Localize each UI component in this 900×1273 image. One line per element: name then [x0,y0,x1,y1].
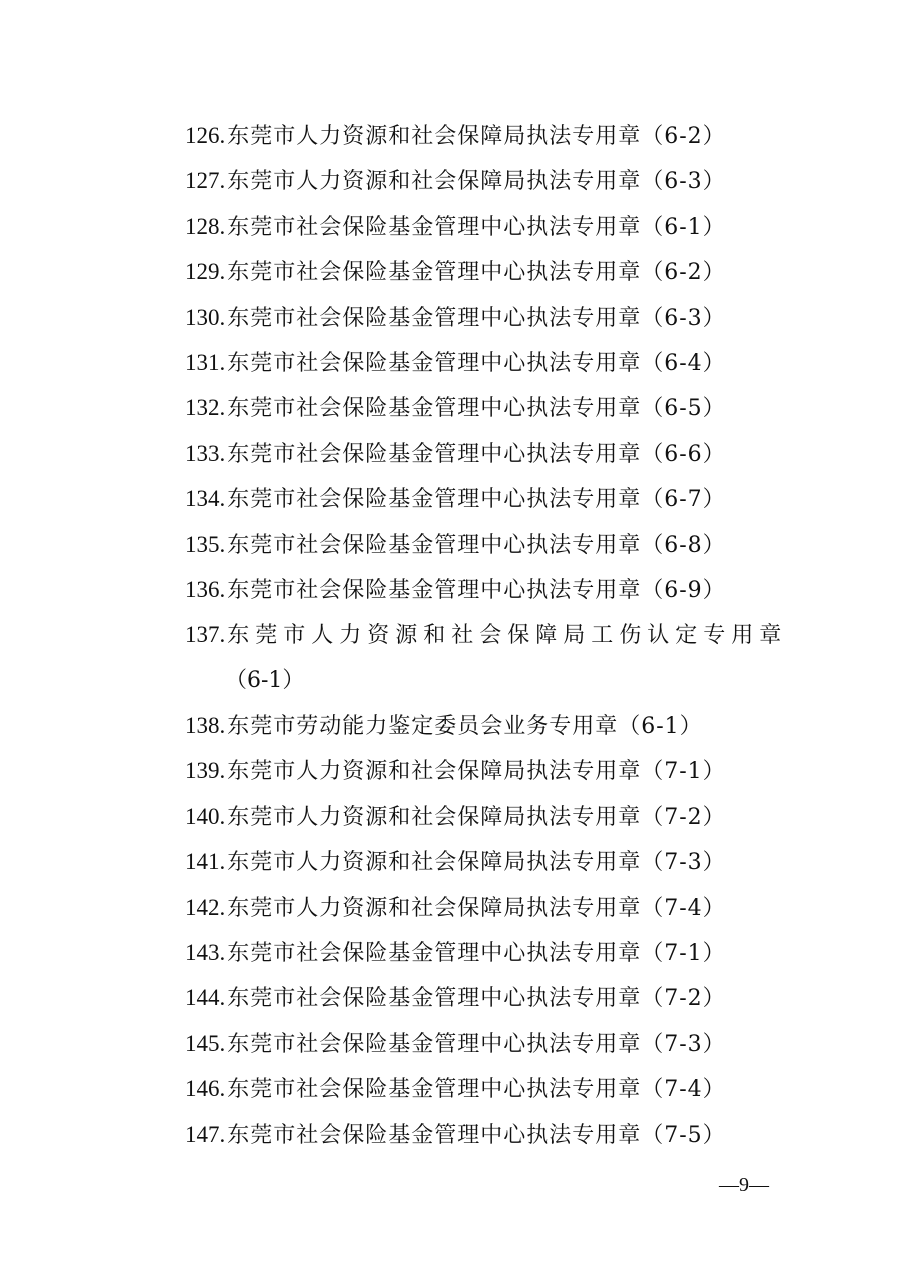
list-item [185,113,785,158]
list-item [185,839,785,884]
seal-list [185,113,788,1157]
item-text: 东莞市社会保险基金管理中心执法专用章（6-6） [227,441,726,467]
item-number: 141. [185,849,226,875]
item-number: 126. [185,123,226,148]
list-item [185,885,785,930]
item-number: 131. [185,349,226,375]
list-item [185,340,785,385]
list-item [185,1112,785,1157]
item-text: 东莞市社会保险基金管理中心执法专用章（6-7） [227,487,726,513]
item-text: 东莞市人力资源和社会保障局执法专用章（7-2） [227,804,726,830]
item-number: 130. [185,304,226,330]
list-item [185,703,785,748]
list-item [185,1066,785,1111]
list-item [185,476,785,521]
item-text: 东莞市社会保险基金管理中心执法专用章（7-1） [227,941,726,967]
list-item [185,204,785,249]
list-item [185,612,788,657]
item-text: 东莞市社会保险基金管理中心执法专用章（7-5） [227,1122,726,1148]
item-number: 129. [185,259,226,285]
item-text: 东莞市社会保险基金管理中心执法专用章（7-4） [227,1077,726,1103]
item-number: 128. [185,213,226,239]
item-text: 东莞市劳动能力鉴定委员会业务专用章（6-1） [227,714,703,740]
item-number: 138. [185,713,226,739]
item-text: 东莞市社会保险基金管理中心执法专用章（7-3） [227,1031,726,1057]
list-item [185,431,785,476]
item-number: 127. [185,168,226,194]
item-number: 146. [185,1076,226,1102]
list-item [185,930,785,975]
item-number: 134. [185,486,226,512]
list-item [185,522,785,567]
item-number: 137. [185,622,226,648]
item-text: 东莞市人力资源和社会保障局工伤认定专用章 [227,623,788,649]
item-text: 东莞市社会保险基金管理中心执法专用章（6-1） [227,214,726,240]
item-number: 143. [185,940,226,966]
list-item [185,1021,785,1066]
item-text: 东莞市人力资源和社会保障局执法专用章（6-2） [227,124,726,149]
item-text: 东莞市人力资源和社会保障局执法专用章（7-3） [227,850,726,876]
list-item [185,567,785,612]
item-continuation: （6-1） [225,667,305,693]
item-text: 东莞市社会保险基金管理中心执法专用章（6-4） [227,350,726,376]
list-item [185,249,785,294]
list-item [185,794,785,839]
item-text: 东莞市社会保险基金管理中心执法专用章（6-8） [227,532,726,558]
item-text: 东莞市社会保险基金管理中心执法专用章（7-2） [227,986,726,1012]
item-number: 132. [185,395,226,421]
item-text: 东莞市人力资源和社会保障局执法专用章（6-3） [227,169,726,195]
list-item [185,748,785,793]
item-number: 139. [185,758,226,784]
item-text: 东莞市社会保险基金管理中心执法专用章（6-2） [227,260,726,286]
list-item [185,158,785,203]
item-text: 东莞市社会保险基金管理中心执法专用章（6-5） [227,396,726,422]
item-number: 133. [185,440,226,466]
item-number: 147. [185,1121,226,1147]
item-number: 140. [185,803,226,829]
item-text: 东莞市人力资源和社会保障局执法专用章（7-1） [227,759,726,785]
item-number: 136. [185,576,226,602]
list-item [185,295,785,340]
list-item [185,385,785,430]
item-text: 东莞市社会保险基金管理中心执法专用章（6-3） [227,305,726,331]
item-number: 142. [185,894,226,920]
item-number: 144. [185,985,226,1011]
item-number: 135. [185,531,226,557]
item-text: 东莞市人力资源和社会保障局执法专用章（7-4） [227,895,726,921]
item-number: 145. [185,1030,226,1056]
list-item [185,975,785,1020]
item-text: 东莞市社会保险基金管理中心执法专用章（6-9） [227,577,726,603]
page-number: —9— [719,1174,769,1196]
